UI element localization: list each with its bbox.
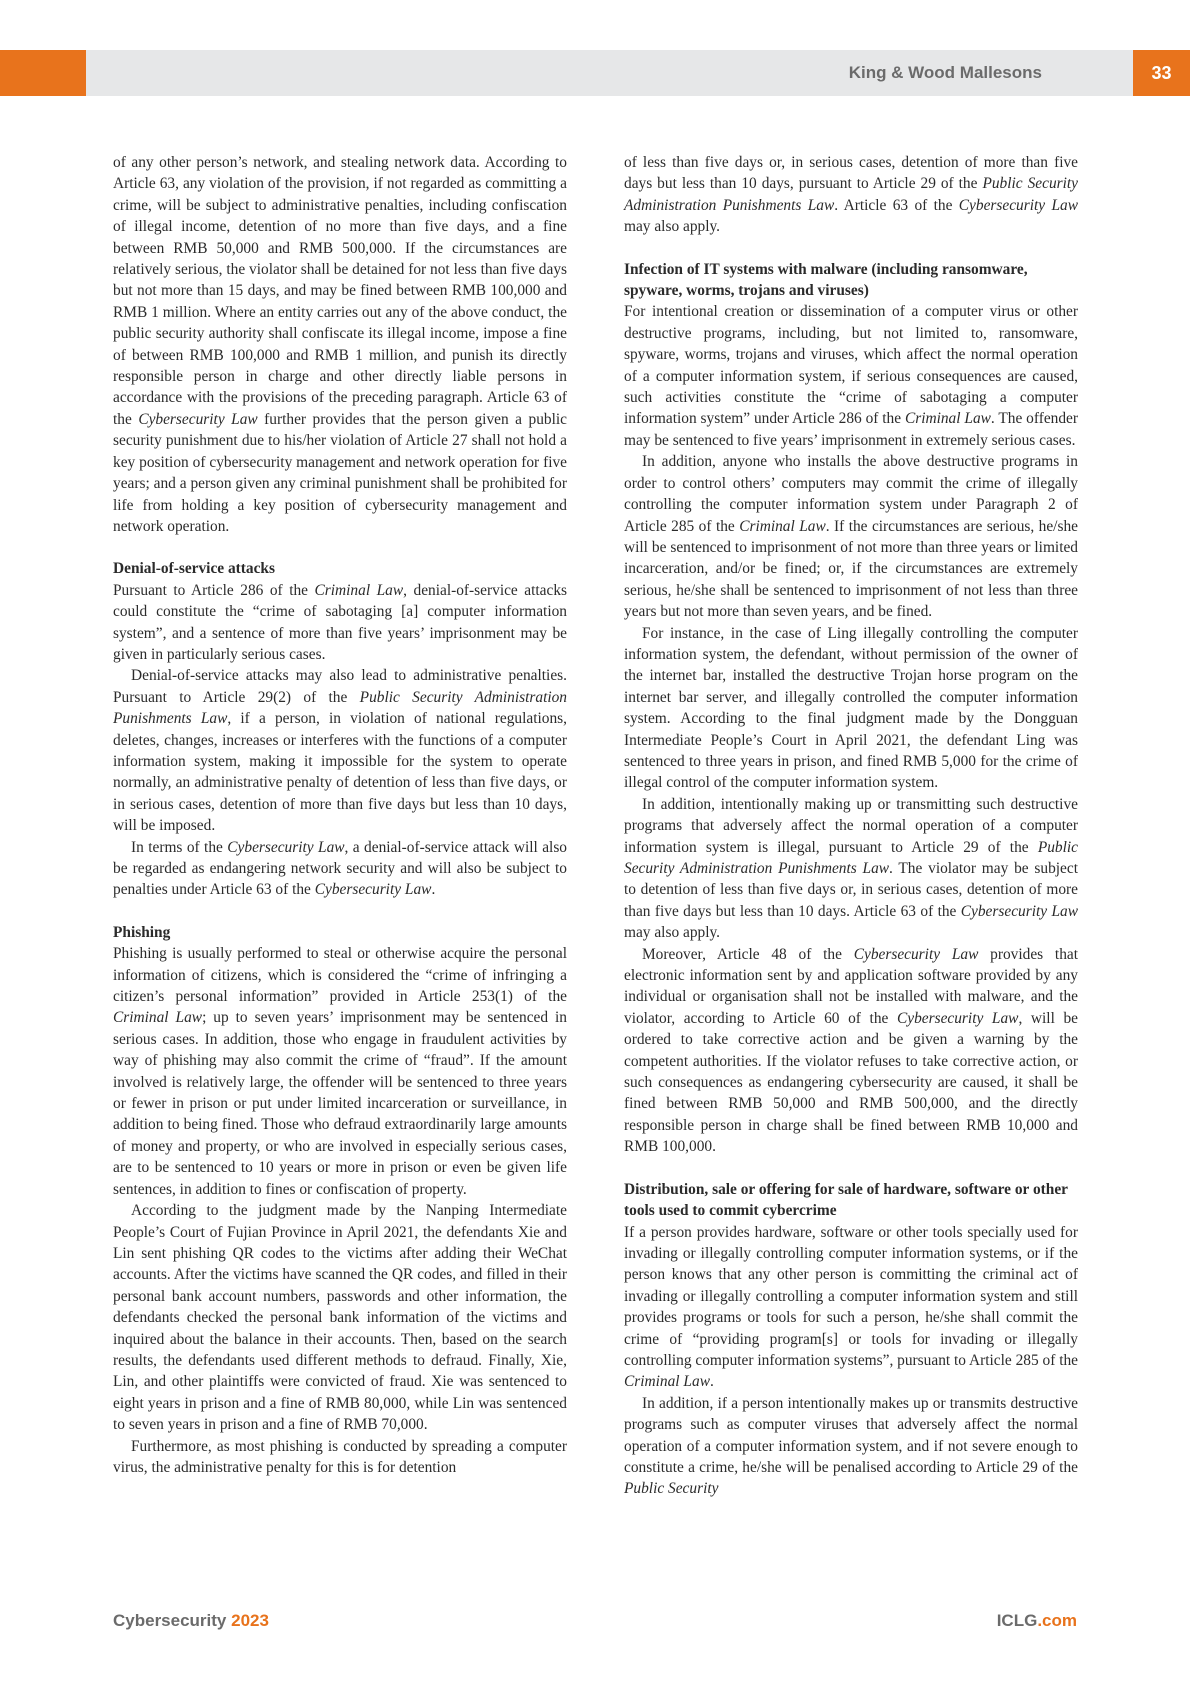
- paragraph: If a person provides hardware, software or other tools specially used for invading or illegally controlling computer information systems, or if the person knows that any other person is committing the criminal act of invading or illegally controlling a computer information system and still provides programs or tools for such a person, he/she shall commit the crime of “providing program[s] or tools for invading or illegally controlling computer information systems”, pursuant to Article 285 of the Criminal Law.: [624, 1223, 1078, 1391]
- paragraph: In addition, intentionally making up or transmitting such destructive programs that adversely affect the normal operation of a computer information system is illegal, pursuant to Article 29 of the Public Security Administration Punishments Law. The violator may be subject to detention of less than five days or, in serious cases, detention of more than five days but less than 10 days. Article 63 of the Cybersecurity Law may also apply.: [624, 795, 1078, 942]
- paragraph: Furthermore, as most phishing is conducted by spreading a computer virus, the administrative penalty for this is for detention: [113, 1437, 567, 1476]
- footer-publication: [113, 1611, 269, 1631]
- footer-site[interactable]: [997, 1611, 1077, 1631]
- header-accent-left: [0, 50, 86, 96]
- paragraph: In addition, anyone who installs the above destructive programs in order to control others’ computers may commit the crime of illegally controlling the computer information system under Paragraph 2 of Article 285 of the Criminal Law. If the circumstances are serious, he/she will be sentenced to imprisonment of not more than three years or limited incarceration, and/or be fined; or, if the circumstances are extremely serious, he/she shall be sentenced to imprisonment of not less than three years but not more than seven years, and be fined.: [624, 453, 1078, 621]
- law-title: Cybersecurity Law: [958, 196, 1078, 214]
- section-heading-phishing: Phishing: [113, 923, 171, 941]
- law-title: Public Security Administration Punishments Law: [624, 175, 1079, 214]
- law-title: Cybersecurity Law: [314, 881, 432, 899]
- paragraph: Moreover, Article 48 of the Cybersecurity Law provides that electronic information sent by and application software provided by any individual or organisation shall not be installed with malware, and the violator, according to Article 60 of the Cybersecurity Law, will be ordered to take corrective action and be given a warning by the competent authorities. If the violator refuses to take corrective action, or such consequences as endangering cybersecurity are caused, it shall be fined between RMB 50,000 and RMB 500,000, and the directly responsible person in charge shall be fined between RMB 10,000 and RMB 100,000.: [624, 945, 1079, 1156]
- law-title: Cybersecurity Law: [138, 410, 258, 428]
- right-column: [624, 152, 1078, 1500]
- footer-title: Cybersecurity: [113, 1611, 227, 1630]
- law-title: Public Security Administration Punishments Law: [624, 838, 1078, 877]
- law-title: Cybersecurity Law: [227, 838, 345, 856]
- law-title: Cybersecurity Law: [896, 1009, 1019, 1027]
- paragraph: In terms of the Cybersecurity Law, a denial-of-service attack will also be regarded as endangering network security and will also be subject to penalties under Article 63 of the Cybersecurity Law.: [113, 838, 567, 899]
- footer-year: 2023: [231, 1611, 269, 1630]
- law-title: Cybersecurity Law: [853, 945, 979, 963]
- paragraph: In addition, if a person intentionally makes up or transmits destructive programs such as computer viruses that adversely affect the normal operation of a computer information system, and if not severe enough to constitute a crime, he/she will be penalised according to Article 29 of the Public Security: [624, 1394, 1078, 1498]
- paragraph: For intentional creation or dissemination of a computer virus or other destructive programs, including, but not limited to, ransomware, spyware, worms, trojans and viruses, which affect the normal operation of a computer information system, if serious consequences are caused, such activities constitute the “crime of sabotaging a computer information system” under Article 286 of the Criminal Law. The offender may be sentenced to five years’ imprisonment in extremely serious cases.: [624, 303, 1078, 449]
- page-number: 33: [1133, 50, 1190, 96]
- paragraph: For instance, in the case of Ling illegally controlling the computer information system, the defendant, without permission of the owner of the internet bar, installed the destructive Trojan horse program on the internet bar server, and illegally controlled the computer information system. According to the final judgment made by the Dongguan Intermediate People’s Court in April 2021, the defendant Ling was sentenced to three years in prison, and fined RMB 5,000 for the crime of illegal control of the computer information system.: [624, 624, 1078, 792]
- law-title: Cybersecurity Law: [960, 902, 1078, 920]
- law-title: Public Security Administration Punishments Law: [113, 688, 568, 728]
- header-brand: King & Wood Mallesons: [848, 63, 1042, 82]
- paragraph: Phishing is usually performed to steal or otherwise acquire the personal information of citizens, which is considered the “crime of infringing a citizen’s personal information” provided in Article 253(1) of the Criminal Law; up to seven years’ imprisonment may be sentenced in serious cases. In addition, those who engage in fraudulent activities by way of phishing may also commit the crime of “fraud”. If the amount involved is relatively large, the offender will be sentenced to three years or fewer in prison or put under limited incarceration or surveillance, in addition to being fined. Those who defraud extraordinarily large amounts of money and property, or who are involved in especially serious cases, are to be sentenced to 10 years or more in prison or even be given life sentences, in addition to fines or confiscation of property.: [113, 945, 567, 1198]
- section-heading-malware: Infection of IT systems with malware (including ransomware, spyware, worms, trojans and viruses): [624, 260, 1028, 300]
- paragraph: Pursuant to Article 286 of the Criminal Law, denial-of-service attacks could constitute the “crime of sabotaging [a] computer information system”, and a sentence of more than five years’ imprisonment may be given in particularly serious cases.: [113, 581, 567, 663]
- footer-site-name: ICLG: [996, 1611, 1038, 1630]
- left-column: [113, 152, 567, 1478]
- section-heading-distribution: Distribution, sale or offering for sale of hardware, software or other tools used to commit cybercrime: [624, 1180, 1068, 1220]
- paragraph: Denial-of-service attacks may also lead to administrative penalties. Pursuant to Article 29(2) of the Public Security Administration Punishments Law, if a person, in violation of national regulations, deletes, changes, increases or interferes with the functions of a computer information system, making it impossible for the system to operate normally, an administrative penalty of detention of less than five days, or in serious cases, detention of more than five days but less than 10 days, will be imposed.: [113, 667, 568, 835]
- law-title: Public Security: [624, 1480, 719, 1498]
- law-title: Criminal Law: [113, 1009, 203, 1027]
- paragraph: According to the judgment made by the Nanping Intermediate People’s Court of Fujian Province in April 2021, the defendants Xie and Lin sent phishing QR codes to the victims after adding their WeChat accounts. After the victims have scanned the QR codes, and filled in their personal bank account numbers, passwords and other information, the defendants checked the personal bank information of the victims and inquired about the balance in their accounts. Then, based on the search results, the defendants used different methods to defraud. Finally, Xie, Lin, and other plaintiffs were convicted of fraud. Xie was sentenced to eight years in prison and a fine of RMB 80,000, while Lin was sentenced to seven years in prison and a fine of RMB 70,000.: [113, 1202, 567, 1434]
- law-title: Criminal Law: [624, 1373, 710, 1391]
- law-title: Criminal Law: [314, 581, 404, 599]
- section-heading-dos: Denial-of-service attacks: [113, 560, 275, 578]
- paragraph: of less than five days or, in serious cases, detention of more than five days but less than 10 days, pursuant to Article 29 of the Public Security Administration Punishments Law. Article 63 of the Cybersecurity Law may also apply.: [624, 154, 1079, 236]
- footer-site-tld: .com: [1037, 1611, 1077, 1630]
- paragraph: of any other person’s network, and stealing network data. According to Article 63, any violation of the provision, if not regarded as committing a crime, will be subject to administrative penalties, including confiscation of illegal income, detention of no more than five days, and a fine between RMB 50,000 and RMB 500,000. If the circumstances are relatively serious, the violator shall be detained for not less than five days but not more than 15 days, and may be fined between RMB 100,000 and RMB 1 million. Where an entity carries out any of the above conduct, the public security authority shall confiscate its illegal income, impose a fine of between RMB 100,000 and RMB 1 million, and punish its directly responsible person in charge and other directly liable persons in accordance with the provisions of the preceding paragraph. Article 63 of the Cybersecurity Law further provides that the person given a public security punishment due to his/her violation of Article 27 shall not hold a key position of cybersecurity management and network operation for five years; and a person given any criminal punishment shall be prohibited for life from holding a key position of cybersecurity management and network operation.: [113, 154, 567, 535]
- law-title: Criminal Law: [739, 517, 826, 535]
- law-title: Criminal Law: [904, 410, 991, 428]
